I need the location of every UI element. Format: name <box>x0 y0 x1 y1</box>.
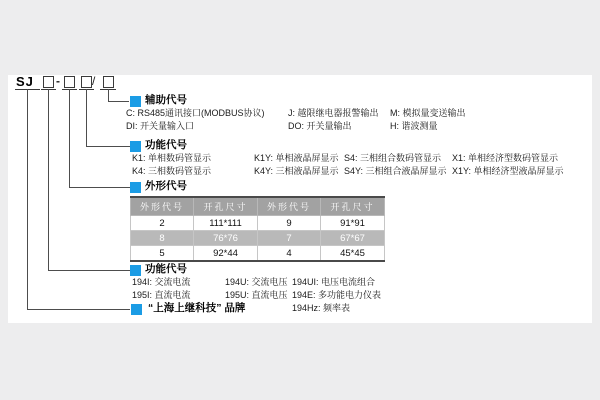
column-header: 外形代号 <box>131 197 194 216</box>
meter-item-194e: 194E: 多功能电力仪表 <box>292 290 382 300</box>
model-slash: / <box>92 74 96 88</box>
aux-item-j: J: 越限继电器报警输出 <box>288 108 379 118</box>
table-cell: 45*45 <box>321 246 385 262</box>
display-item-k4y: K4Y: 三相液晶屏显示 <box>254 166 339 176</box>
aux-item-di: DI: 开关量输入口 <box>126 121 195 131</box>
table-cell: 4 <box>258 246 321 262</box>
table-cell: 111*111 <box>194 216 258 231</box>
column-header: 开孔尺寸 <box>321 197 385 216</box>
connector-line-display-h <box>86 146 130 147</box>
display-item-x1y: X1Y: 单相经济型液晶屏显示 <box>452 166 564 176</box>
model-box-3 <box>81 76 92 88</box>
section-bullet-icon <box>130 182 141 193</box>
connector-line-shape-v <box>69 89 70 188</box>
table-cell: 91*91 <box>321 216 385 231</box>
meter-item-194hz: 194Hz: 频率表 <box>292 303 351 313</box>
column-header: 开孔尺寸 <box>194 197 258 216</box>
model-box-1 <box>43 76 54 88</box>
table-cell: 9 <box>258 216 321 231</box>
model-hyphen: - <box>56 74 60 88</box>
aux-item-h: H: 谐波测量 <box>390 121 438 131</box>
connector-line-aux-h <box>108 101 129 102</box>
display-item-x1: X1: 单相经济型数码管显示 <box>452 153 559 163</box>
model-box-2 <box>64 76 75 88</box>
connector-line-function-h <box>48 270 130 271</box>
display-item-s4: S4: 三相组合数码管显示 <box>344 153 442 163</box>
connector-line-shape-h <box>69 187 130 188</box>
table-row <box>131 246 385 262</box>
table-cell: 5 <box>131 246 194 262</box>
table-cell: 67*67 <box>321 231 385 246</box>
meter-item-194u: 194U: 交流电压 <box>225 277 288 287</box>
model-box-4 <box>103 76 114 88</box>
column-header: 外形代号 <box>258 197 321 216</box>
table-cell: 7 <box>258 231 321 246</box>
display-item-s4y: S4Y: 三相组合液晶屏显示 <box>344 166 447 176</box>
auxiliary-section-title: 辅助代号 <box>145 94 187 106</box>
table-header-row <box>131 197 385 216</box>
meter-item-195u: 195U: 直流电压 <box>225 290 288 300</box>
brand-label: “上海上继科技” 品牌 <box>148 302 246 314</box>
aux-item-m: M: 模拟量变送输出 <box>390 108 466 118</box>
meter-item-194ui: 194UI: 电压电流组合 <box>292 277 376 287</box>
shape-code-table <box>130 196 385 262</box>
table-cell: 76*76 <box>194 231 258 246</box>
table-row <box>131 216 385 231</box>
meter-item-194i: 194I: 交流电流 <box>132 277 191 287</box>
section-bullet-icon <box>130 96 141 107</box>
meter-function-section-title: 功能代号 <box>145 263 187 275</box>
table-cell: 8 <box>131 231 194 246</box>
section-bullet-icon <box>131 304 142 315</box>
table-cell: 92*44 <box>194 246 258 262</box>
aux-item-c: C: RS485通讯接口(MODBUS协议) <box>126 108 265 118</box>
display-item-k4: K4: 三相数码管显示 <box>132 166 212 176</box>
connector-line-display-v <box>86 89 87 147</box>
display-function-section-title: 功能代号 <box>145 139 187 151</box>
aux-item-do: DO: 开关量输出 <box>288 121 352 131</box>
meter-item-195i: 195I: 直流电流 <box>132 290 191 300</box>
display-item-k1y: K1Y: 单相液晶屏显示 <box>254 153 339 163</box>
section-bullet-icon <box>130 141 141 152</box>
display-item-k1: K1: 单相数码管显示 <box>132 153 212 163</box>
table-row-highlighted <box>131 231 385 246</box>
connector-line-function-v <box>48 89 49 271</box>
model-prefix: SJ <box>16 74 34 89</box>
table-cell: 2 <box>131 216 194 231</box>
section-bullet-icon <box>130 265 141 276</box>
shape-section-title: 外形代号 <box>145 180 187 192</box>
connector-line-brand-v <box>27 89 28 310</box>
connector-line-brand-h <box>27 309 130 310</box>
